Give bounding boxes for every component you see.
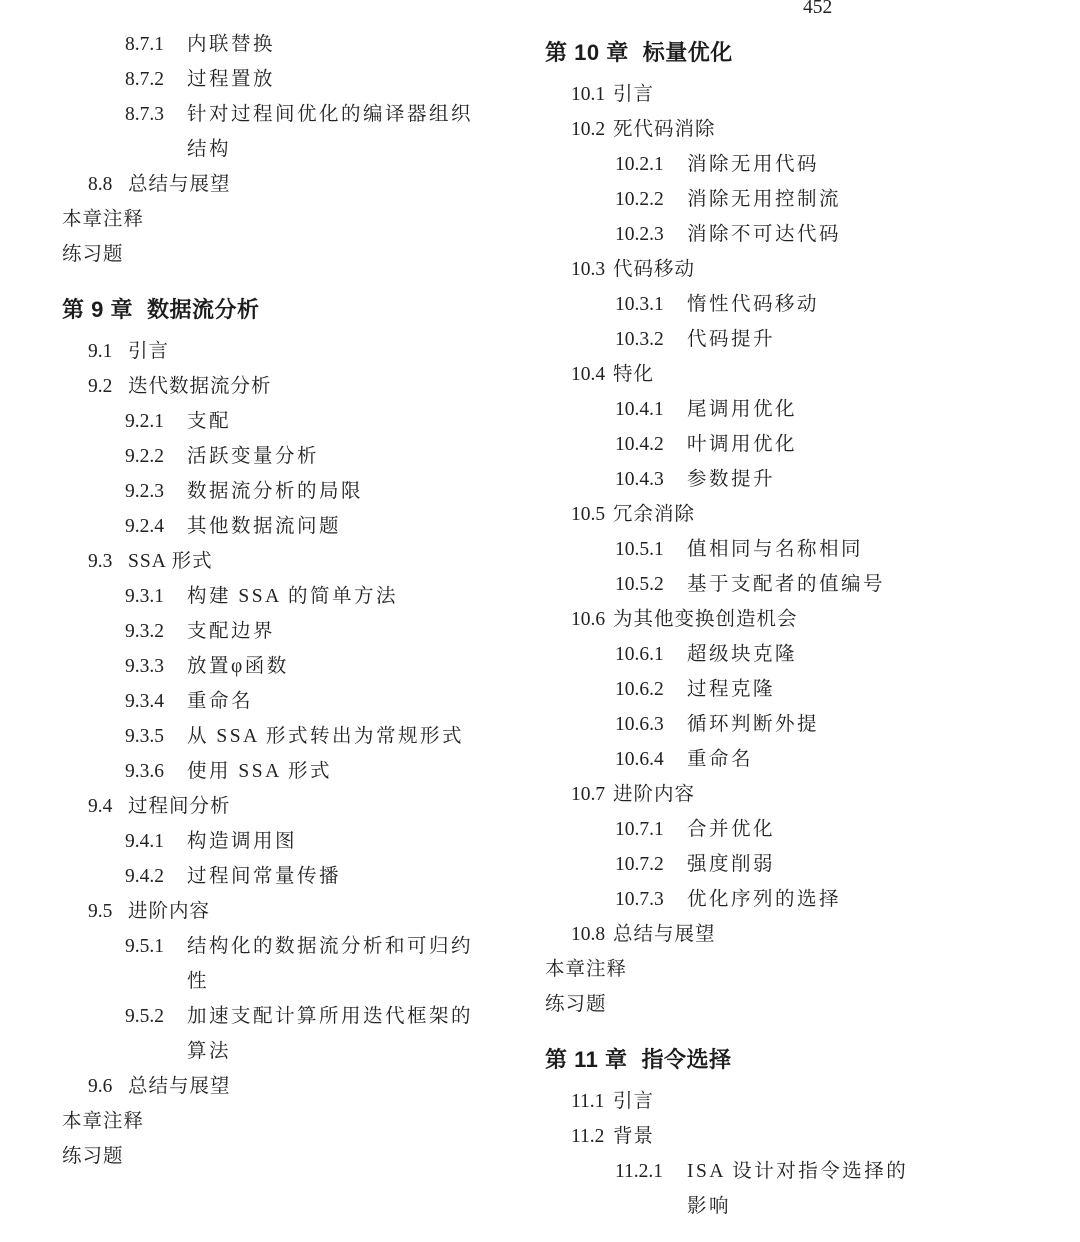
toc-entry-title: 叶调用优化 (687, 433, 798, 455)
toc-entry-title: 练习题 (62, 1145, 124, 1167)
toc-entry-number: 10.3 (571, 258, 606, 280)
toc-entry-title: 过程间常量传播 (187, 865, 342, 887)
toc-entry-title: 冗余消除 (613, 503, 696, 525)
toc-entry-number: 10.3.2 (615, 328, 664, 350)
toc-entry-title: 算法 (187, 1040, 232, 1062)
toc-entry-number: 10.7.3 (615, 888, 664, 910)
toc-entry-number: 11.1 (571, 1090, 605, 1112)
toc-entry-title: 结构 (187, 138, 232, 160)
toc-entry-title: 超级块克隆 (687, 643, 798, 665)
toc-entry-number: 8.7.3 (125, 103, 164, 125)
toc-entry-title: 基于支配者的值编号 (687, 573, 886, 595)
toc-entry-number: 9.4.1 (125, 830, 164, 852)
toc-entry-number: 9.5.2 (125, 1005, 164, 1027)
toc-entry-title: 参数提升 (687, 468, 776, 490)
toc-entry-number: 10.4.1 (615, 398, 664, 420)
toc-entry-title: 进阶内容 (128, 900, 211, 922)
toc-entry-title: ISA 设计对指令选择的 (687, 1160, 909, 1182)
toc-entry-number: 8.7.2 (125, 68, 164, 90)
toc-entry-title: 数据流分析 (146, 297, 260, 322)
toc-entry-title: 影响 (687, 1195, 732, 1217)
toc-page-number: 452 (803, 0, 833, 18)
toc-entry-title: 特化 (613, 363, 655, 385)
toc-entry-number: 9.5 (88, 900, 113, 922)
toc-entry-title: 迭代数据流分析 (128, 375, 272, 397)
toc-entry-number: 10.7.2 (615, 853, 664, 875)
toc-entry-title: 消除不可达代码 (687, 223, 842, 245)
toc-entry-number: 9.3.6 (125, 760, 164, 782)
toc-entry-number: 9.2.2 (125, 445, 164, 467)
toc-entry-number: 8.8 (88, 173, 113, 195)
toc-entry-title: 总结与展望 (128, 1075, 231, 1097)
toc-entry-number: 9.2 (88, 375, 113, 397)
toc-entry-number: 10.6.1 (615, 643, 664, 665)
toc-entry-number: 10.2.1 (615, 153, 664, 175)
toc-entry-title: 死代码消除 (613, 118, 716, 140)
toc-entry-title: 引言 (613, 83, 655, 105)
toc-entry-number: 10.6 (571, 608, 606, 630)
toc-entry-number: 10.5.1 (615, 538, 664, 560)
toc-entry-number: 11.2 (571, 1125, 605, 1147)
toc-entry-number: 10.4.2 (615, 433, 664, 455)
toc-entry-title: 活跃变量分析 (187, 445, 320, 467)
toc-entry-title: 强度削弱 (687, 853, 776, 875)
toc-entry-title: 合并优化 (687, 818, 776, 840)
toc-entry-number: 9.4 (88, 795, 113, 817)
toc-entry-title: 加速支配计算所用迭代框架的 (187, 1005, 474, 1027)
toc-entry-number: 第 11 章 (545, 1047, 628, 1072)
toc-entry-title: 本章注释 (62, 208, 145, 230)
toc-entry-title: 从 SSA 形式转出为常规形式 (187, 725, 464, 747)
toc-entry-number: 9.6 (88, 1075, 113, 1097)
toc-entry-title: 构建 SSA 的简单方法 (187, 585, 398, 607)
toc-entry-title: 引言 (128, 340, 170, 362)
toc-entry-title: 针对过程间优化的编译器组织 (187, 103, 474, 125)
toc-entry-number: 11.2.1 (615, 1160, 664, 1182)
toc-entry-number: 10.2 (571, 118, 606, 140)
toc-entry-title: 重命名 (687, 748, 754, 770)
toc-entry-title: 构造调用图 (187, 830, 298, 852)
toc-entry-title: 引言 (613, 1090, 655, 1112)
toc-entry-title: 代码提升 (687, 328, 776, 350)
toc-page-number (134, 0, 502, 1166)
toc-entry-title: 优化序列的选择 (687, 888, 842, 910)
toc-entry-number: 9.3.5 (125, 725, 164, 747)
toc-entry-title: 放置φ函数 (187, 655, 289, 677)
toc-entry-title: 支配 (187, 410, 232, 432)
toc-entry-number: 10.6.4 (615, 748, 664, 770)
toc-entry-number: 9.4.2 (125, 865, 164, 887)
toc-entry-number: 第 10 章 (545, 40, 629, 65)
toc-entry-number: 10.5 (571, 503, 606, 525)
toc-entry-number: 9.3.4 (125, 690, 164, 712)
toc-entry-title: 总结与展望 (613, 923, 716, 945)
toc-entry-title: 重命名 (187, 690, 254, 712)
toc-entry-title: 惰性代码移动 (687, 293, 820, 315)
toc-entry-number: 10.4 (571, 363, 606, 385)
toc-entry-number: 9.3 (88, 550, 113, 572)
toc-column-right (545, 0, 985, 1242)
toc-entry-number: 10.8 (571, 923, 606, 945)
toc-entry-title: 性 (187, 970, 210, 992)
toc-entry-title: 值相同与名称相同 (687, 538, 864, 560)
toc-entry-number: 10.2.2 (615, 188, 664, 210)
toc-entry-number: 9.3.2 (125, 620, 164, 642)
toc-column-left (62, 24, 502, 1242)
toc-entry-number: 10.2.3 (615, 223, 664, 245)
toc-entry-number: 9.2.4 (125, 515, 164, 537)
toc-entry-number: 第 9 章 (62, 297, 133, 322)
toc-entry-number: 9.5.1 (125, 935, 164, 957)
toc-entry-number: 9.1 (88, 340, 113, 362)
toc-entry-title: 背景 (613, 1125, 655, 1147)
toc-entry-title: 循环判断外提 (687, 713, 820, 735)
toc-entry-number: 10.5.2 (615, 573, 664, 595)
toc-entry-title: 结构化的数据流分析和可归约 (187, 935, 474, 957)
toc-entry-number: 10.7.1 (615, 818, 664, 840)
toc-entry-number: 10.4.3 (615, 468, 664, 490)
toc-entry-title: 使用 SSA 形式 (187, 760, 332, 782)
toc-entry-number: 10.6.3 (615, 713, 664, 735)
toc-entry-title: 练习题 (545, 993, 607, 1015)
toc-entry-title: 其他数据流问题 (187, 515, 342, 537)
toc-entry-title: 总结与展望 (128, 173, 231, 195)
toc-entry-title: 过程间分析 (128, 795, 231, 817)
toc-entry-title: 消除无用代码 (687, 153, 820, 175)
toc-entry-title: 数据流分析的局限 (187, 480, 364, 502)
toc-entry-title: 指令选择 (641, 1047, 732, 1072)
toc-entry-title: 过程置放 (187, 68, 276, 90)
toc-entry-number: 9.3.1 (125, 585, 164, 607)
toc-entry-number: 9.2.3 (125, 480, 164, 502)
toc-entry-title: 过程克隆 (687, 678, 776, 700)
toc-entry-title: 标量优化 (642, 40, 733, 65)
toc-entry-title: 练习题 (62, 243, 124, 265)
toc-entry-title: 为其他变换创造机会 (613, 608, 798, 630)
toc-entry-number: 10.7 (571, 783, 606, 805)
toc-entry-number: 10.3.1 (615, 293, 664, 315)
toc-entry-title: 代码移动 (613, 258, 696, 280)
toc-entry-title: 本章注释 (545, 958, 628, 980)
toc-entry-title: SSA 形式 (128, 550, 213, 572)
toc-entry-title: 进阶内容 (613, 783, 696, 805)
toc-backmatter-entry (62, 1136, 502, 1171)
toc-entry-title: 消除无用控制流 (687, 188, 842, 210)
toc-entry-number: 10.1 (571, 83, 606, 105)
toc-entry-title: 本章注释 (62, 1110, 145, 1132)
toc-entry-title: 内联替换 (187, 33, 276, 55)
toc-entry-number: 9.3.3 (125, 655, 164, 677)
toc-entry-number: 8.7.1 (125, 33, 164, 55)
toc-entry-number: 9.2.1 (125, 410, 164, 432)
toc-entry-title: 支配边界 (187, 620, 276, 642)
toc-entry-title: 尾调用优化 (687, 398, 798, 420)
toc-entry-number: 10.6.2 (615, 678, 664, 700)
